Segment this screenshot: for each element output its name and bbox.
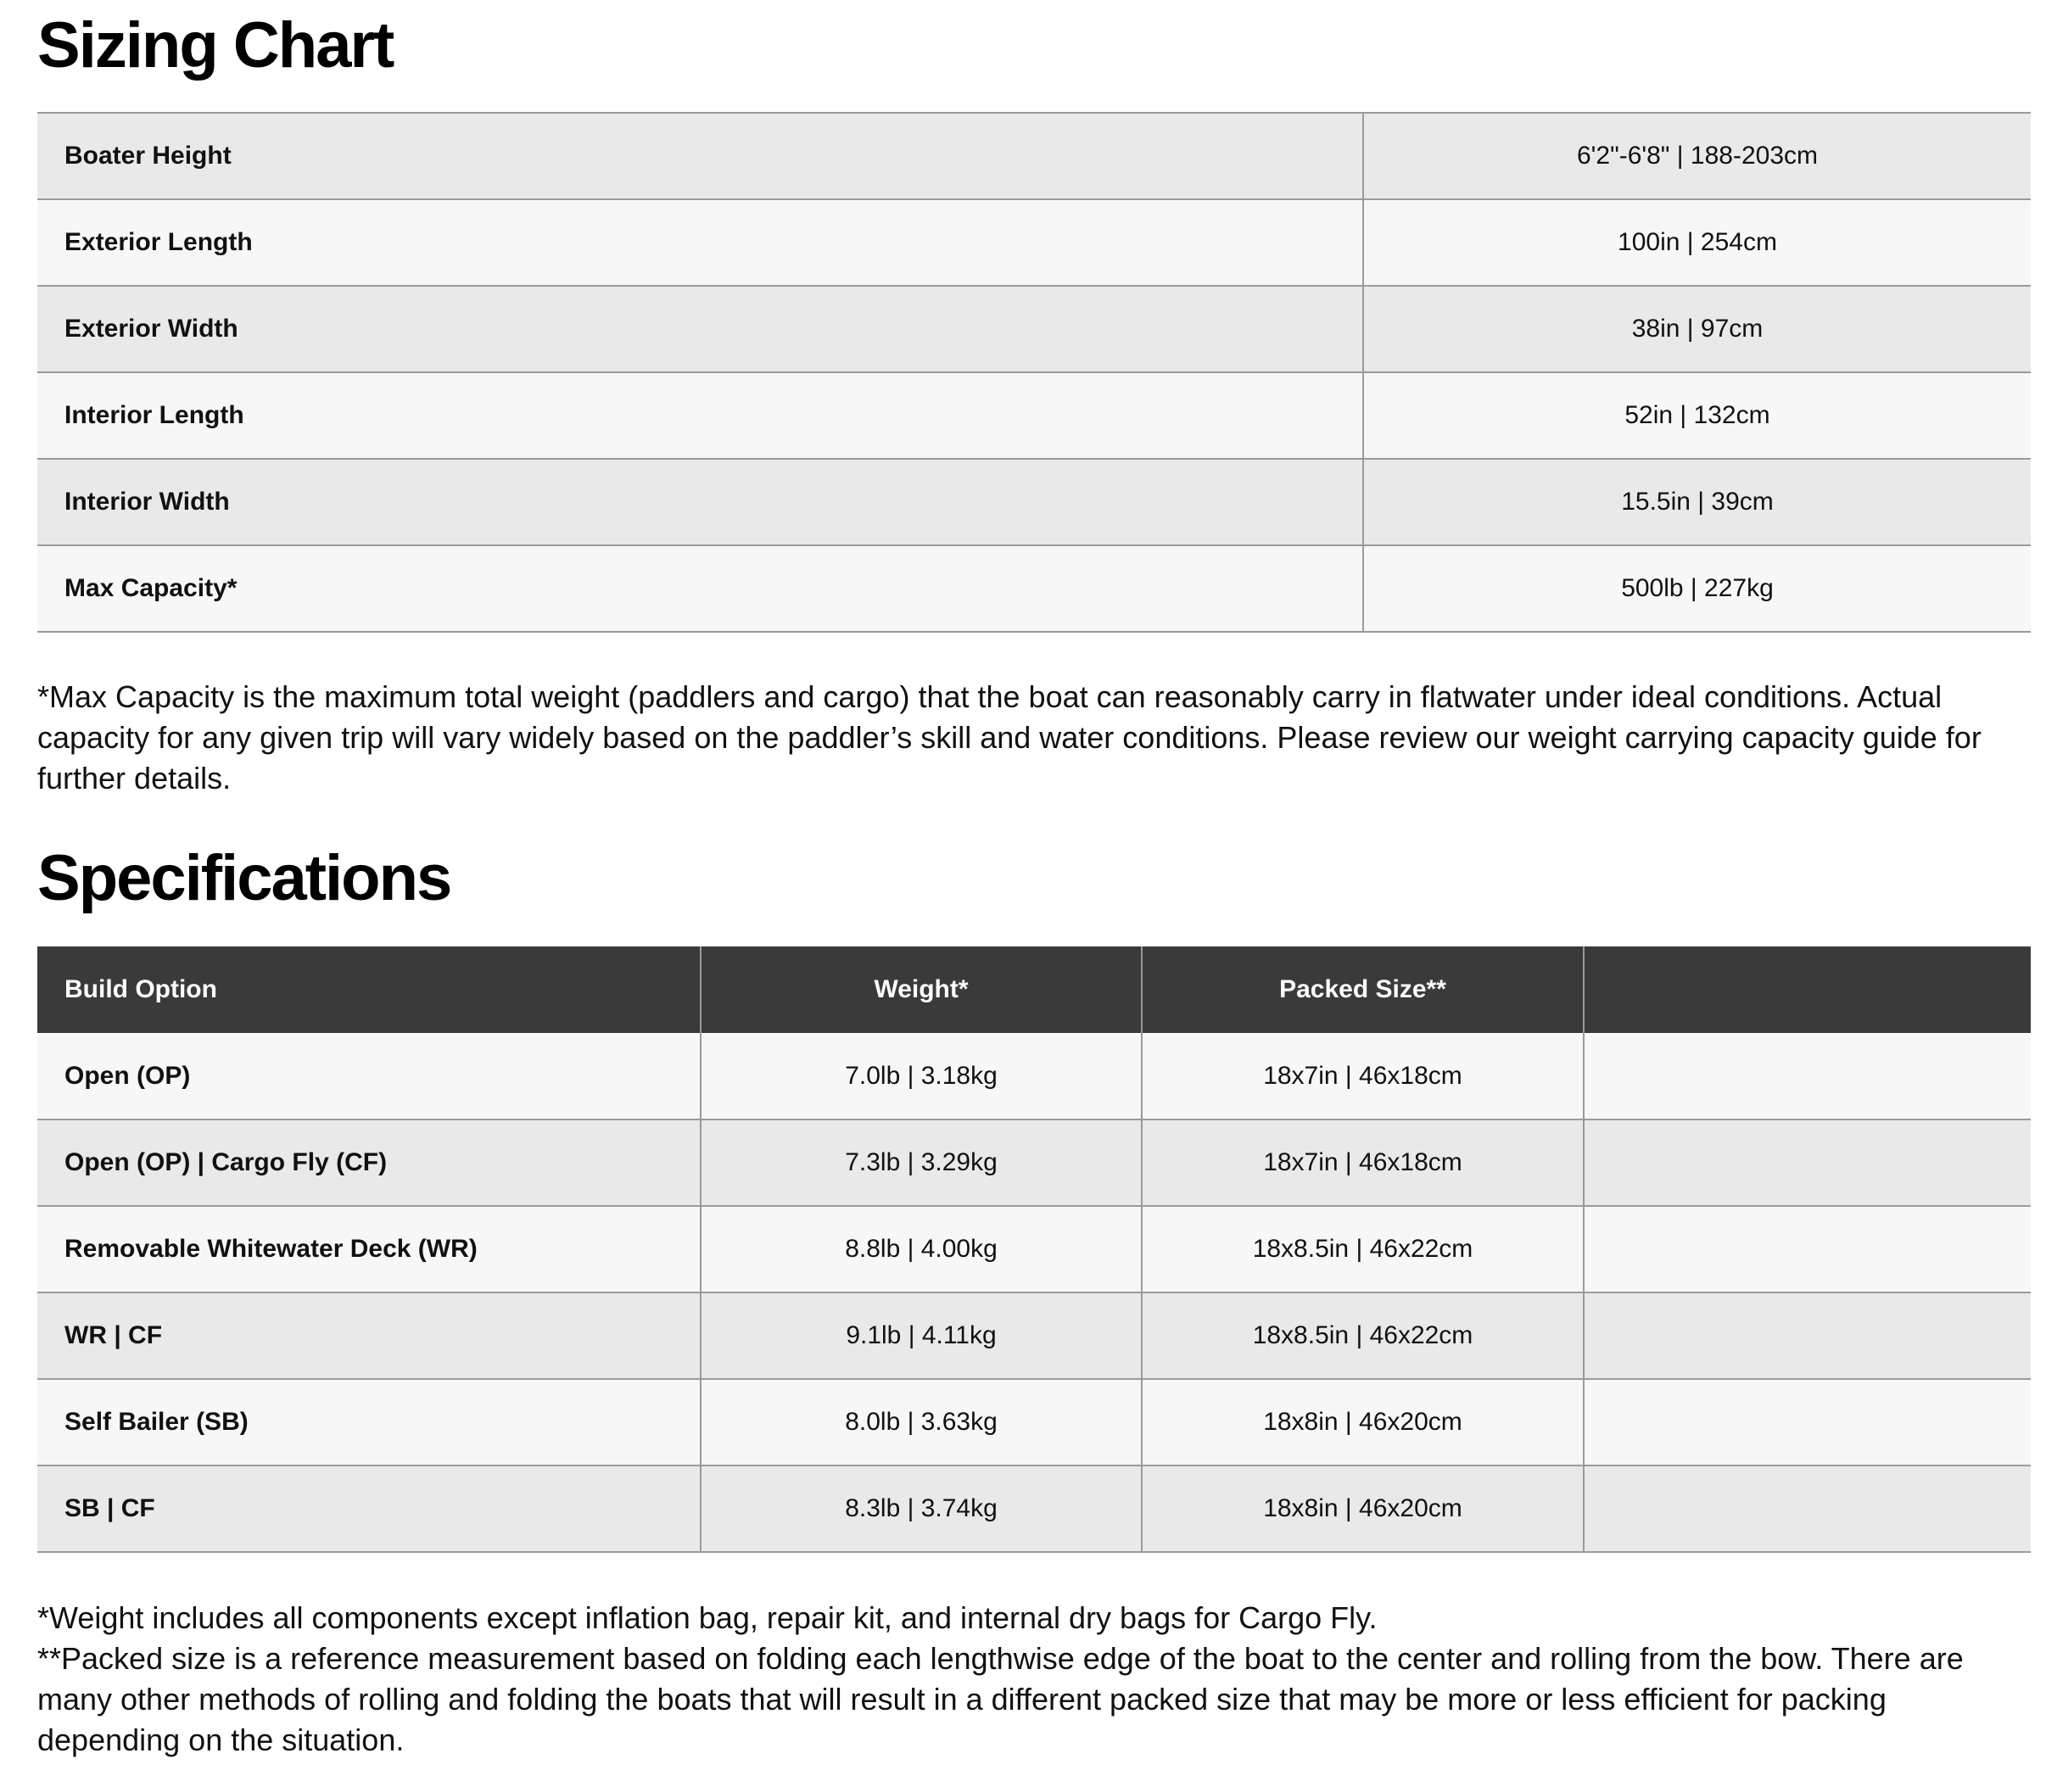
cell-weight: 8.8lb | 4.00kg bbox=[701, 1206, 1142, 1292]
table-row bbox=[37, 286, 2031, 372]
cell-weight: 7.0lb | 3.18kg bbox=[701, 1033, 1142, 1119]
cell-build-option: Open (OP) bbox=[37, 1033, 701, 1119]
cell-packed-size: 18x8.5in | 46x22cm bbox=[1142, 1292, 1584, 1379]
packed-size-footnote: **Packed size is a reference measurement based on folding each lengthwise edge of the boat to the center and rolling from the bow. There are many other methods of rolling and folding the boats that will result in a different packed size that may be more or less efficient for packing depending on the situation. bbox=[37, 1641, 1964, 1757]
cell-empty bbox=[1584, 1206, 2031, 1292]
cell-packed-size: 18x7in | 46x18cm bbox=[1142, 1033, 1584, 1119]
weight-footnote: *Weight includes all components except inflation bag, repair kit, and internal dry bags for Cargo Fly. bbox=[37, 1600, 1378, 1635]
cell-packed-size: 18x8.5in | 46x22cm bbox=[1142, 1206, 1584, 1292]
cell-packed-size: 18x8in | 46x20cm bbox=[1142, 1379, 1584, 1465]
specifications-footnotes bbox=[37, 1598, 2022, 1761]
table-row bbox=[37, 459, 2031, 545]
row-value: 52in | 132cm bbox=[1624, 401, 1770, 429]
cell-build-option: SB | CF bbox=[37, 1465, 701, 1552]
sizing-chart-table bbox=[37, 112, 2031, 633]
row-value: 6'2"-6'8" | 188-203cm bbox=[1576, 142, 1819, 170]
table-row bbox=[37, 113, 2031, 199]
cell-empty bbox=[1584, 1292, 2031, 1379]
table-row bbox=[37, 1119, 2031, 1206]
cell-empty bbox=[1584, 1033, 2031, 1119]
cell-weight: 8.0lb | 3.63kg bbox=[701, 1379, 1142, 1465]
cell-build-option: Removable Whitewater Deck (WR) bbox=[37, 1206, 701, 1292]
table-row bbox=[37, 1465, 2031, 1552]
table-row bbox=[37, 1206, 2031, 1292]
header-build-option: Build Option bbox=[37, 946, 701, 1033]
row-value: 500lb | 227kg bbox=[1621, 574, 1774, 602]
sizing-chart-title: Sizing Chart bbox=[37, 9, 394, 81]
table-header-row bbox=[37, 946, 2031, 1033]
row-label: Exterior Length bbox=[37, 199, 1363, 286]
cell-empty bbox=[1584, 1465, 2031, 1552]
row-value: 100in | 254cm bbox=[1618, 228, 1777, 256]
row-label: Interior Length bbox=[37, 372, 1363, 459]
row-label: Exterior Width bbox=[37, 286, 1363, 372]
table-row bbox=[37, 545, 2031, 632]
cell-packed-size: 18x8in | 46x20cm bbox=[1142, 1465, 1584, 1552]
row-value: 38in | 97cm bbox=[1631, 315, 1764, 343]
max-capacity-footnote: *Max Capacity is the maximum total weight (paddlers and cargo) that the boat can reasonably carry in flatwater under ideal conditions. Actual capacity for any given trip will vary widely based on the paddler’s skill and water conditions. Please review our weight carrying capacity guide for further details. bbox=[37, 679, 1982, 796]
cell-weight: 9.1lb | 4.11kg bbox=[701, 1292, 1142, 1379]
cell-empty bbox=[1584, 1379, 2031, 1465]
specifications-table bbox=[37, 946, 2031, 1553]
row-value: 15.5in | 39cm bbox=[1621, 488, 1774, 516]
specifications-title: Specifications bbox=[37, 842, 451, 914]
cell-packed-size: 18x7in | 46x18cm bbox=[1142, 1119, 1584, 1206]
cell-empty bbox=[1584, 1119, 2031, 1206]
table-row bbox=[37, 1033, 2031, 1119]
cell-weight: 7.3lb | 3.29kg bbox=[701, 1119, 1142, 1206]
row-label: Max Capacity* bbox=[37, 545, 1363, 632]
table-row bbox=[37, 1292, 2031, 1379]
table-row bbox=[37, 1379, 2031, 1465]
header-weight: Weight* bbox=[701, 946, 1142, 1033]
table-row bbox=[37, 199, 2031, 286]
header-empty bbox=[1584, 946, 2031, 1033]
row-label: Boater Height bbox=[37, 113, 1363, 199]
cell-weight: 8.3lb | 3.74kg bbox=[701, 1465, 1142, 1552]
cell-build-option: Open (OP) | Cargo Fly (CF) bbox=[37, 1119, 701, 1206]
table-row bbox=[37, 372, 2031, 459]
row-label: Interior Width bbox=[37, 459, 1363, 545]
cell-build-option: Self Bailer (SB) bbox=[37, 1379, 701, 1465]
cell-build-option: WR | CF bbox=[37, 1292, 701, 1379]
header-packed-size: Packed Size** bbox=[1142, 946, 1584, 1033]
